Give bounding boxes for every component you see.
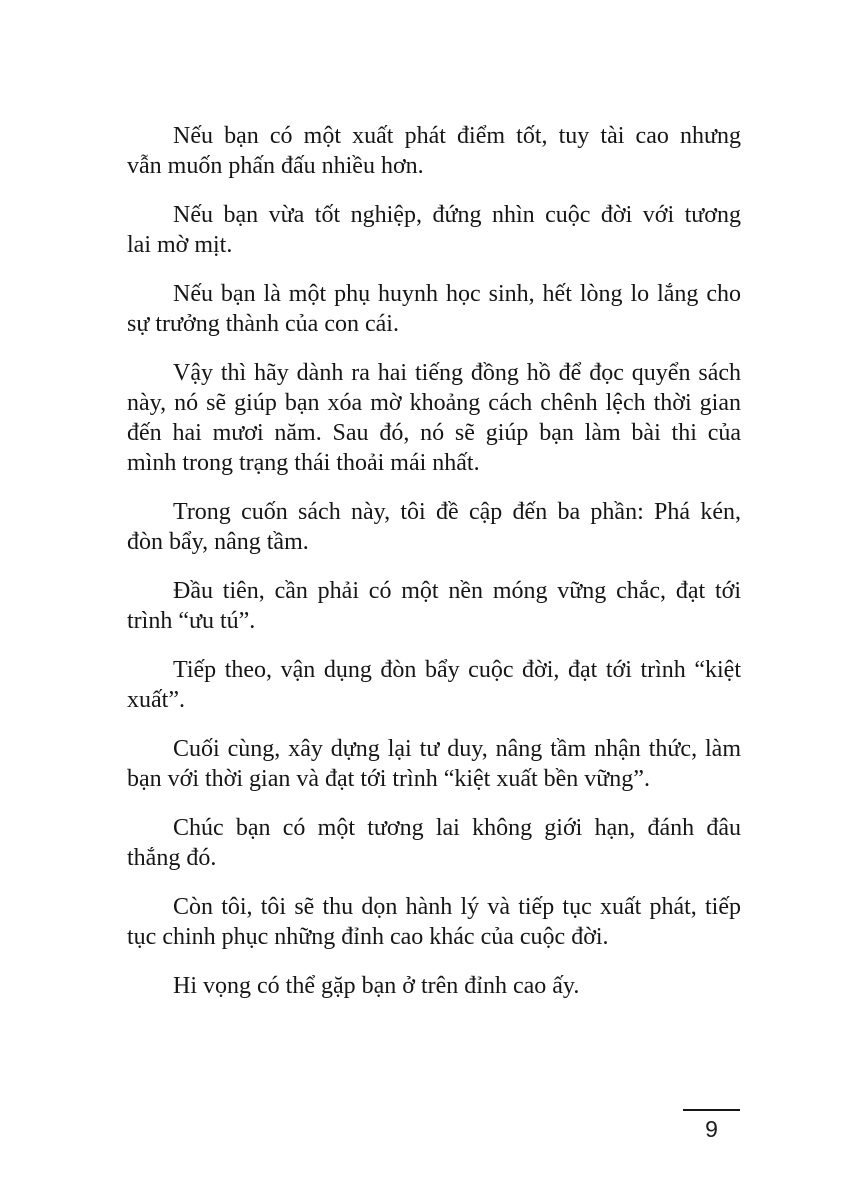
- paragraph: [127, 576, 741, 636]
- text-line: sự trưởng thành của con cái.: [127, 311, 399, 337]
- paragraph: [127, 655, 741, 715]
- text-line: thắng đó.: [127, 845, 217, 871]
- text-line: bạn với thời gian và đạt tới trình “kiệt xuất bền vững”.: [127, 766, 650, 792]
- paragraph: [127, 200, 741, 260]
- text-line: Còn tôi, tôi sẽ thu dọn hành lý và tiếp tục xuất phát, tiếp: [173, 894, 741, 920]
- text-line: Cuối cùng, xây dựng lại tư duy, nâng tầm nhận thức, làm: [173, 736, 741, 762]
- paragraph: [127, 358, 741, 478]
- text-line: đến hai mươi năm. Sau đó, nó sẽ giúp bạn làm bài thi của: [127, 420, 741, 446]
- text-line: Đầu tiên, cần phải có một nền móng vững chắc, đạt tới: [173, 578, 741, 604]
- text-line: này, nó sẽ giúp bạn xóa mờ khoảng cách chênh lệch thời gian: [127, 390, 741, 416]
- text-line: trình “ưu tú”.: [127, 608, 256, 634]
- text-line: tục chinh phục những đỉnh cao khác của cuộc đời.: [127, 924, 609, 950]
- text-line: vẫn muốn phấn đấu nhiều hơn.: [127, 153, 424, 179]
- page-number: 9: [705, 1116, 718, 1142]
- page-text: [127, 121, 741, 1001]
- text-line: Trong cuốn sách này, tôi đề cập đến ba phần: Phá kén,: [173, 499, 741, 525]
- paragraph: [127, 892, 741, 952]
- paragraph: [127, 813, 741, 873]
- text-line: đòn bẩy, nâng tầm.: [127, 529, 309, 555]
- paragraph: [127, 734, 741, 794]
- text-line: Vậy thì hãy dành ra hai tiếng đồng hồ để đọc quyển sách: [173, 360, 741, 386]
- paragraph: [127, 497, 741, 557]
- text-line: Nếu bạn vừa tốt nghiệp, đứng nhìn cuộc đời với tương: [173, 202, 741, 228]
- text-line: lai mờ mịt.: [127, 232, 233, 258]
- page-number-rule: [683, 1109, 740, 1111]
- text-line: Hi vọng có thể gặp bạn ở trên đỉnh cao ấy.: [173, 973, 580, 999]
- text-line: Tiếp theo, vận dụng đòn bẩy cuộc đời, đạt tới trình “kiệt: [173, 657, 741, 683]
- paragraph: [127, 279, 741, 339]
- text-line: mình trong trạng thái thoải mái nhất.: [127, 450, 480, 476]
- text-line: Nếu bạn có một xuất phát điểm tốt, tuy tài cao nhưng: [173, 123, 741, 149]
- text-line: Chúc bạn có một tương lai không giới hạn, đánh đâu: [173, 815, 741, 841]
- paragraph: [127, 121, 741, 181]
- text-line: xuất”.: [127, 687, 185, 713]
- paragraph: [127, 971, 741, 1001]
- text-line: Nếu bạn là một phụ huynh học sinh, hết lòng lo lắng cho: [173, 281, 741, 307]
